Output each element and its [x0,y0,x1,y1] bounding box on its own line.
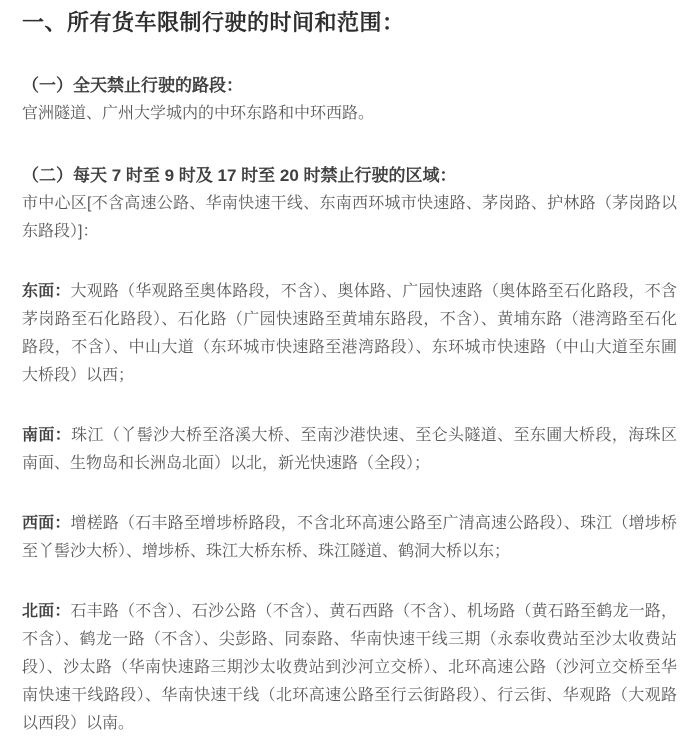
boundary-north-label: 北面： [22,603,71,620]
section-1-body: 官洲隧道、广州大学城内的中环东路和中环西路。 [22,105,375,122]
boundary-east-text: 大观路（华观路至奥体路段，不含）、奥体路、广园快速路（奥体路至石化路段，不含茅岗路至石化路段）、石化路（广园快速路至黄埔东路段，不含）、黄埔东路（港湾路至石化路段，不含）、中山大道（东环城市快速路至港湾路段）、东环城市快速路（中山大道至东圃大桥段）以西； [22,283,677,384]
boundary-south-text: 珠江（丫髻沙大桥至洛溪大桥、至南沙港快速、至仑头隧道、至东圃大桥段，海珠区南面、生物岛和长洲岛北面）以北，新光快速路（全段）； [22,427,677,472]
boundary-west-label: 西面： [22,515,71,532]
boundary-south-label: 南面： [22,427,72,444]
boundary-west-text: 增槎路（石丰路至增埗桥路段，不含北环高速公路至广清高速公路段）、珠江（增埗桥至丫髻沙大桥）、增埗桥、珠江大桥东桥、珠江隧道、鹤洞大桥以东； [22,515,677,560]
boundary-west [22,510,677,566]
section-1-heading: （一）全天禁止行驶的路段： [22,76,243,95]
boundary-east-label: 东面： [22,283,71,300]
section-2-intro: 市中心区[不含高速公路、华南快速干线、东南西环城市快速路、茅岗路、护林路（茅岗路以东路段）]： [22,195,677,240]
page-title: 一、所有货车限制行驶的时间和范围： [22,10,405,35]
boundary-east [22,278,677,390]
boundary-north [22,598,677,738]
boundary-north-text: 石丰路（不含）、石沙公路（不含）、黄石西路（不含）、机场路（黄石路至鹤龙一路，不含）、鹤龙一路（不含）、尖彭路、同泰路、华南快速干线三期（永泰收费站至沙太收费站段）、沙太路（华南快速路三期沙太收费站到沙河立交桥）、北环高速公路（沙河立交桥至华南快速干线路段）、华南快速干线（北环高速公路至行云街路段）、行云街、华观路（大观路以西段）以南。 [22,603,677,732]
boundary-south [22,422,677,478]
section-2-heading: （二）每天 7 时至 9 时及 17 时至 20 时禁止行驶的区域： [22,166,457,185]
